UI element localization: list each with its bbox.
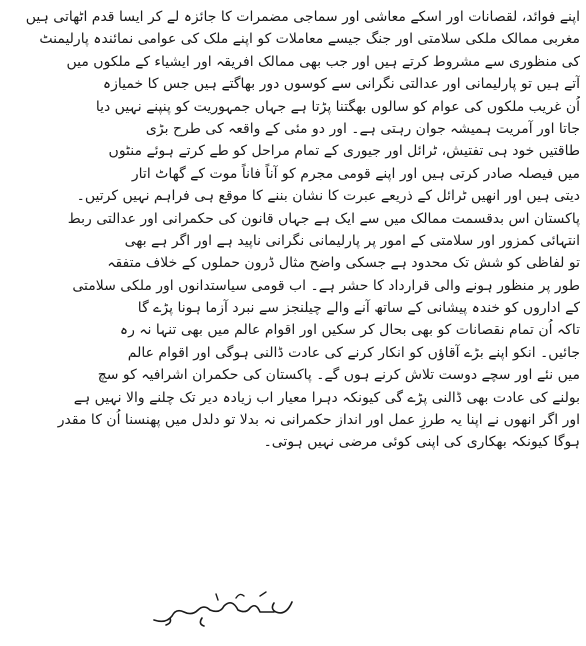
letter-line: اپنے فوائد، لقصانات اور اسکے معاشی اور سماجی مضمرات کا جائزہ لے کر ایسا قدم اٹھاتی ہیں bbox=[25, 9, 580, 25]
letter-line: دیتی ہیں اور انھیں ٹرائل کے ذریعے عبرت کا نشان بننے کا موقع ہی فراہم نہیں کرتیں۔ bbox=[76, 188, 580, 205]
letter-line: اور اگر انھوں نے اپنا یہ طرزِ عمل اور انداز حکمرانی نہ بدلا تو دلدل میں پھنسنا اُن کا مقدر bbox=[57, 412, 580, 429]
letter-line: آتے ہیں تو پارلیمانی اور عدالتی نگرانی سے کوسوں دور بھاگتے ہیں جس کا خمیازہ bbox=[102, 76, 580, 93]
letter-line: پاکستان اس بدقسمت ممالک میں سے ایک ہے جہاں قانون کی حکمرانی اور عدالتی ربط bbox=[67, 210, 580, 227]
letter-line: ہوگا کیونکہ بھکاری کی اپنی کوئی مرضی نہیں ہوتی۔ bbox=[263, 434, 580, 451]
letter-line: میں فیصلہ صادر کرتی ہیں اور اپنے قومی مجرم کو آناً فاناً موت کے گھاٹ اتار bbox=[131, 165, 580, 182]
letter-line: جائیں۔ انکو اپنے بڑے آقاؤں کو انکار کرنے کی عادت ڈالنی ہوگی اور اقوام عالم bbox=[127, 344, 580, 361]
letter-line: میں نئے اور سچے دوست تلاش کرنے ہوں گے۔ پاکستان کی حکمران اشرافیہ کو سچ bbox=[97, 367, 580, 384]
letter-line: تو لفاظی کو شش تک محدود ہے جسکی واضح مثال ڈرون حملوں کے خلاف متفقہ bbox=[107, 255, 580, 272]
letter-line: تاکہ اُن تمام نقصانات کو بھی بحال کر سکیں اور اقوام عالم میں بھی تنہا نہ رہ bbox=[119, 322, 580, 339]
letter-line: طاقتیں خود ہی تفتیش، ٹرائل اور جیوری کے تمام مراحل کو طے کرتے ہوئے منٹوں bbox=[108, 143, 580, 160]
letter-line: کی منظوری سے مشروط کرتے ہیں اور جب بھی ممالک افریقہ اور ایشیاء کے ملکوں میں bbox=[66, 53, 580, 70]
signature bbox=[140, 588, 300, 628]
letter-line: جاتا اور آمریت ہمیشہ جوان رہتی ہے۔ اور دو مئی کے واقعہ کی طرح بڑی bbox=[145, 120, 580, 137]
letter-line: طور پر منظور ہونے والی قرارداد کا حشر ہے۔ اب قومی سیاستدانوں اور ملکی سلامتی bbox=[72, 277, 580, 294]
letter-line: انتہائی کمزور اور سلامتی کے امور پر پارلیمانی نگرانی ناپید ہے اور اگر ہے بھی bbox=[124, 232, 580, 249]
letter-line: بولنے کی عادت بھی ڈالنی پڑے گی کیونکہ دہرا معیار اب زیادہ دیر تک چلنے والا نہیں ہے bbox=[73, 389, 580, 406]
letter-line: مغربی ممالک ملکی سلامتی اور جنگ جیسے معاملات کو اپنے ملک کی عوامی نمائندہ پارلیمنٹ bbox=[39, 31, 580, 48]
letter-body bbox=[6, 6, 580, 454]
signature-scribble bbox=[140, 588, 300, 628]
letter-line: اُن غریب ملکوں کی عوام کو سالوں بھگتنا پڑتا ہے جہاں جمہوریت کو پنپنے نہیں دیا bbox=[95, 98, 580, 115]
letter-line: کے اداروں کو خندہ پیشانی کے ساتھ آنے والے چیلنجز سے نبرد آزما ہونا پڑے گا bbox=[137, 300, 580, 317]
